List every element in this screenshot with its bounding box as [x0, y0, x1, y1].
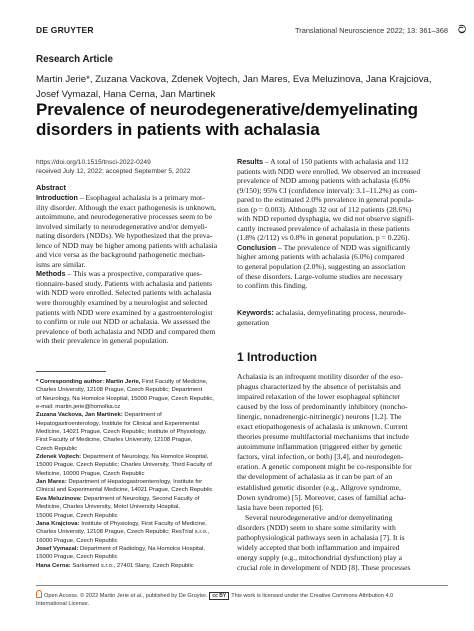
abstract-line: ility disorder. Although the exact pathogenesis is unknown, — [36, 202, 216, 212]
footnote-affiliation: Department of Radiology, Na Homolce Hospital, — [78, 545, 205, 552]
keywords-text: generation — [237, 317, 270, 327]
abstract-section-label: Conclusion — [237, 242, 277, 252]
abstract-line: with NDD were enrolled. Selected patients with achalasia — [36, 288, 212, 298]
abstract-section-label: Methods — [36, 269, 66, 279]
abstract-line: (1.8% (2/112) vs 0.8% in general population, p = 0.226). — [237, 233, 410, 243]
footnote-author: Jana Krajciova: — [36, 520, 80, 527]
author-footnotes — [36, 378, 229, 570]
footnote-line — [36, 495, 229, 503]
footnote-line — [36, 562, 229, 570]
cc-by-badge[interactable]: cc BY — [209, 592, 229, 600]
abstract-line: prevalence of both achalasia and NDD and compared them — [36, 326, 216, 336]
abstract-line: higher among patients with achalasia (6.0%) compared — [237, 252, 405, 262]
body-text-line: autoimmune inflammation (triggered either by genetic — [237, 442, 403, 452]
abstract-line: patients with NDD were examined by a gastroenterologist — [36, 307, 213, 317]
footnote-affiliation: Department of Neurology, Second Faculty of — [81, 495, 200, 502]
footer-divider — [36, 585, 448, 586]
footnote-affiliation: Institute of Physiology, First Faculty of Medicine, — [79, 520, 207, 527]
footnote-line: Medicine, Charles University, Motol University Hospital, — [36, 504, 180, 511]
body-text-line: phagus characterized by the absence of peristalsis and — [237, 382, 401, 392]
footnote-author: Zuzana Vackova, Jan Martinek: — [36, 412, 123, 419]
footnote-line: e-mail: martin.jerie@homolka.cz — [36, 404, 121, 411]
abstract-line: cantly increased prevalence of achalasia in these patients — [237, 223, 410, 233]
abstract-line: lence of NDD may be higher among patients with achalasia — [36, 240, 218, 250]
body-text-line: established genetic disorder (e.g., Allgrove syndrome, — [237, 482, 401, 492]
footnote-line — [36, 478, 229, 486]
abstract-line: tion (p = 0.003). Although 32 out of 112 patients (28.6%) — [237, 204, 412, 214]
footnote-author: Jan Mares: — [36, 479, 67, 486]
abstract-line — [237, 157, 449, 167]
footer-etal: et al. — [130, 593, 143, 599]
footer-copyright: Open Access. © 2022 Martin Jerie — [44, 593, 131, 599]
footer-license: This work is licensed under the Creative Commons Attribution 4.0 — [231, 593, 394, 599]
abstract-line: prevalence of NDD among patients with achalasia (6.0% — [237, 176, 410, 186]
body-text-line: the development of achalasia as it can be part of an — [237, 472, 393, 482]
footnote-line: of Neurology, Na Homolce Hospital, 15000 Prague, Czech Republic, — [36, 395, 215, 402]
abstract-line: and vice versa as the background pathogenetic mechan- — [36, 250, 206, 260]
body-text-line: pathophysiological pathways seen in achalasia [7]. It is — [237, 532, 405, 542]
footnote-line — [36, 378, 229, 386]
footnote-author: * Corresponding author: Martin Jerie, — [36, 379, 141, 385]
body-text-line: factors, viral infection, or both) [3,4], and neurodegen- — [237, 452, 404, 462]
footnote-line: Charles University, 12108 Prague, Czech Republic; ResTrial s.r.o., — [36, 529, 210, 536]
footnote-line: 15006 Prague, Czech Republic — [36, 512, 118, 519]
body-text-line: theories presume multifactorial mechanisms that include — [237, 432, 409, 442]
body-text: Several neurodegenerative and/or demyelinating — [245, 512, 393, 522]
footnote-line: 16000 Prague, Czech Republic — [36, 537, 118, 544]
footnote-line — [36, 411, 229, 419]
keywords-text: achalasia, demyelinating process, neurode- — [273, 308, 407, 317]
abstract-text: – A total of 150 patients with achalasia and 112 — [262, 157, 409, 166]
footnote-line: Medicine, 14021 Prague, Czech Republic; Institute of Physiology, — [36, 429, 207, 436]
footnote-author: Josef Vymazal: — [36, 545, 79, 552]
footnote-line: Medicine, 10000 Prague, Czech Republic — [36, 470, 145, 477]
footnote-line: 15000 Prague, Czech Republic; Charles University, Third Faculty of — [36, 462, 212, 469]
abstract-left-column — [36, 193, 229, 346]
journal-reference: Translational Neuroscience 2022; 13: 361–368 — [295, 26, 448, 35]
license-footer — [36, 590, 448, 608]
abstract-line: with their prevalence in general population. — [36, 336, 169, 346]
abstract-line: (9/150); 95% CI (confidence interval): 3.1–11.2%) as com- — [237, 185, 418, 195]
footnote-line: Clinical and Experimental Medicine, 14021 Prague, Czech Republic — [36, 487, 213, 494]
doi-link[interactable]: https://doi.org/10.1515/tnsci-2022-0249 — [36, 159, 151, 166]
footnote-line: 15000 Prague, Czech Republic — [36, 554, 118, 561]
body-text-line: exact etiopathogenesis of achalasia is unknown. Current — [237, 422, 408, 432]
body-text-line: impaired relaxation of the lower esophageal sphincter — [237, 392, 401, 402]
footnote-affiliation: Department of Hepatogastroenterology, Institute for — [66, 479, 203, 486]
body-text-line: Achalasia is an infrequent motility disorder of the eso- — [237, 372, 403, 381]
abstract-line — [237, 243, 449, 253]
footnote-author: Zdenek Vojtech: — [36, 454, 82, 461]
keywords — [237, 308, 449, 327]
footnote-line: First Faculty of Medicine, Charles University, 12108 Prague, — [36, 437, 193, 444]
abstract-line: patients with NDD were enrolled. We observed an increased — [237, 166, 421, 176]
received-dates: received July 12, 2022; accepted September 5, 2022 — [36, 168, 191, 176]
abstract-line — [36, 269, 229, 279]
author-list — [36, 73, 448, 102]
footnote-line — [36, 520, 229, 528]
body-text-line: crucial role in development of NDD [8]. These processes — [237, 562, 411, 572]
body-text-line: disorders (NDD) seem to share some similarity with — [237, 522, 396, 532]
abstract-line: isms are similar. — [36, 259, 86, 269]
page-header — [36, 24, 466, 39]
abstract-line: to general population (2.0%), suggesting an association — [237, 262, 406, 272]
publisher-name: DE GRUYTER — [36, 25, 94, 35]
footnote-affiliation: Department of — [122, 412, 162, 419]
title-line: Prevalence of neurodegenerative/demyelinating — [36, 100, 418, 119]
abstract-section-label: Results — [237, 157, 263, 166]
body-text-line: energy supply (e.g., mitochondrial dysfunction) play a — [237, 552, 402, 562]
abstract-right-column — [237, 157, 449, 291]
footnote-affiliation: First Faculty of Medicine, — [140, 379, 208, 385]
body-text-line: lasia have been reported [6]. — [237, 502, 324, 512]
article-title — [36, 100, 456, 139]
abstract-line: involved similarly to neurodegenerative and/or demyeli- — [36, 221, 208, 231]
body-text-line: Down syndrome) [5]. Moreover, cases of familial acha- — [237, 492, 407, 502]
body-text-line: widely accepted that both inflammation and impaired — [237, 542, 400, 552]
abstract-line: pared to the estimated 2.0% prevalence in general popula- — [237, 195, 414, 205]
body-text-line: caused by the loss of predominantly inhibitory (noncho- — [237, 402, 408, 412]
footnote-line: Charles University, 12108 Prague, Czech Republic; Department — [36, 387, 203, 394]
abstract-heading: Abstract — [36, 183, 66, 192]
abstract-line: autoimmune, and neurodegenerative processes seem to be — [36, 212, 213, 222]
footnote-line — [36, 453, 229, 461]
abstract-text: – This was a prospective, comparative ques- — [65, 269, 203, 279]
title-line: disorders in patients with achalasia — [36, 119, 320, 139]
section-heading: 1 Introduction — [237, 350, 317, 364]
abstract-line: were thoroughly examined by a neurologist and selected — [36, 298, 208, 308]
body-text-line — [237, 513, 449, 523]
article-meta — [36, 158, 190, 177]
footnote-affiliation: Department of Neurology, Na Homolce Hospital, — [81, 454, 209, 461]
footnote-divider — [36, 371, 106, 372]
abstract-line — [36, 193, 229, 203]
footer-publisher: , published by De Gruyter. — [142, 593, 208, 599]
introduction-body — [237, 372, 449, 573]
open-access-icon[interactable]: ට — [458, 24, 466, 36]
article-type: Research Article — [36, 54, 113, 65]
abstract-line: tionnaire-based study. Patients with achalasia and patients — [36, 278, 213, 288]
author-line: Martin Jerie*, Zuzana Vackova, Zdenek Vojtech, Jan Mares, Eva Meluzinova, Jana Krajciova, — [36, 74, 432, 85]
author-line: Josef Vymazal, Hana Cerna, Jan Martinek — [36, 88, 216, 100]
body-text-line: eration. A genetic component might be co-responsible for — [237, 462, 412, 472]
keywords-label: Keywords: — [237, 308, 274, 317]
abstract-line: of these disorders. Large-volume studies are necessary — [237, 271, 403, 281]
footnote-line: Czech Republic — [36, 445, 78, 452]
abstract-line: to confirm or rule out NDD or achalasia. We assessed the — [36, 317, 211, 327]
abstract-text: – The prevalence of NDD was significantly — [276, 242, 411, 252]
abstract-line: nating disorders (NDDs). We hypothesized that the preva- — [36, 231, 213, 241]
abstract-section-label: Introduction — [36, 193, 78, 202]
abstract-text: – Esophageal achalasia is a primary mot- — [77, 193, 205, 202]
body-text-line: linergic, nonadrenergic-nitrinergic) neurons [1,2]. The — [237, 412, 402, 422]
abstract-line: to confirm this finding. — [237, 281, 308, 291]
footnote-author: Eva Meluzinova: — [36, 495, 82, 502]
footnote-author: Hana Cerna: — [36, 562, 71, 569]
footnote-line — [36, 545, 229, 553]
abstract-line: with NDD reported dysphagia, we did not observe signifi- — [237, 214, 414, 224]
footnote-affiliation: Sarkamed s.r.o., 27401 Slany, Czech Republic — [70, 562, 194, 569]
open-access-lock-icon — [36, 590, 42, 598]
footer-license-line2: International License. — [36, 601, 90, 608]
footnote-line: Hepatogastroenterology, Institute for Clinical and Experimental — [36, 420, 199, 427]
